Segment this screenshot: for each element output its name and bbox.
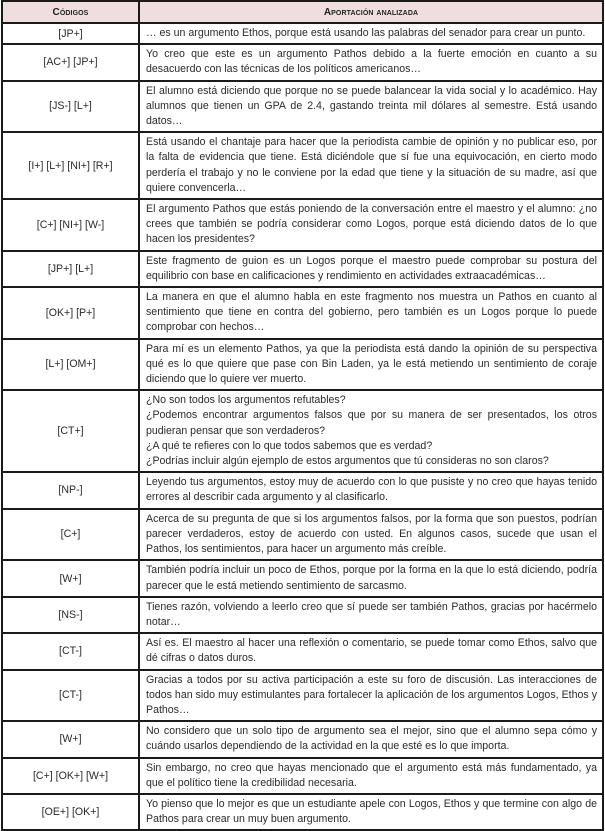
- contribution-text: Yo pienso que lo mejor es que un estudiante apele con Logos, Ethos y que termine con algo de Pathos para crear un muy buen argumento.: [146, 797, 597, 826]
- contribution-text: No considero que un solo tipo de argumento sea el mejor, sino que el alumno sepa cómo y cuándo usarlos dependiendo de la actividad en la que esté es lo que importa.: [146, 725, 597, 753]
- table-row: [2, 472, 603, 508]
- contribution-cell: [139, 794, 603, 830]
- contribution-cell: [139, 199, 603, 251]
- contribution-cell: [139, 472, 603, 508]
- table-row: [2, 251, 603, 287]
- header-contribution: Aportación analizada: [139, 1, 603, 23]
- contribution-text: Leyendo tus argumentos, estoy muy de acuerdo con lo que pusiste y no creo que hayas tenido errores al describir cada argumento y al clasificarlo.: [146, 476, 597, 504]
- contribution-cell: [139, 251, 603, 287]
- code-cell: [CT+]: [2, 390, 139, 472]
- contribution-cell: [139, 44, 603, 80]
- contribution-cell: [139, 287, 603, 339]
- code-cell: [I+] [L+] [NI+] [R+]: [2, 132, 139, 199]
- contribution-cell: [139, 509, 603, 561]
- table-row: [2, 287, 603, 339]
- contribution-text: Gracias a todos por su activa participación a este su foro de discusión. Las interacciones de todos han sido muy estimulantes para fortalecer la aplicación de los argumentos Logos, Ethos y Pathos…: [146, 673, 597, 716]
- code-cell: [JP+]: [2, 23, 139, 44]
- code-cell: [OK+] [P+]: [2, 287, 139, 339]
- code-cell: [L+] [OM+]: [2, 339, 139, 391]
- contribution-cell: [139, 758, 603, 794]
- contribution-text: … es un argumento Ethos, porque está usando las palabras del senador para crear un punto.: [146, 27, 586, 39]
- table-row: [2, 23, 603, 44]
- table-row: [2, 633, 603, 669]
- code-cell: [C+]: [2, 509, 139, 561]
- coded-contributions-table: [1, 0, 604, 831]
- code-cell: [C+] [OK+] [W+]: [2, 758, 139, 794]
- contribution-text: También podría incluir un poco de Ethos, porque por la forma en la que lo está diciendo, podría parecer que le está metiendo sentimiento de sarcasmo.: [146, 564, 597, 592]
- contribution-text: ¿Podemos encontrar argumentos falsos que por su manera de ser presentados, los otros pudieran pensar que son verdaderos?: [146, 409, 597, 437]
- contribution-cell: [139, 132, 603, 199]
- contribution-text: La manera en que el alumno habla en este fragmento nos muestra un Pathos en cuanto al sentimiento que tiene en contra del gobierno, pero también es un Logos porque lo puede comprobar con hechos…: [146, 291, 597, 334]
- contribution-cell: [139, 23, 603, 44]
- contribution-text: Sin embargo, no creo que hayas mencionado que el argumento está más fundamentado, ya que el político tiene la credibilidad necesaria.: [146, 761, 597, 789]
- contribution-cell: [139, 339, 603, 391]
- code-cell: [CT-]: [2, 633, 139, 669]
- code-cell: [W+]: [2, 560, 139, 596]
- table-row: [2, 509, 603, 561]
- code-cell: [NP-]: [2, 472, 139, 508]
- code-cell: [AC+] [JP+]: [2, 44, 139, 80]
- contribution-text: Así es. El maestro al hacer una reflexión o comentario, se puede tomar como Ethos, salvo que dé cifras o datos duros.: [146, 637, 597, 665]
- contribution-text: Acerca de su pregunta de que si los argumentos falsos, por la forma que son puestos, podrían parecer verdaderos, estoy de acuerdo con usted. En algunos casos, sucede que usan el Pathos, los sentimientos, para hacer un argumento más creíble.: [146, 512, 597, 556]
- code-cell: [OE+] [OK+]: [2, 794, 139, 830]
- contribution-text: Tienes razón, volviendo a leerlo creo que sí puede ser también Pathos, gracias por hacérmelo notar…: [146, 600, 597, 628]
- table-row: [2, 339, 603, 391]
- contribution-cell: [139, 560, 603, 596]
- code-cell: [W+]: [2, 721, 139, 757]
- contribution-cell: [139, 390, 603, 472]
- contribution-text: Para mí es un elemento Pathos, ya que la periodista está dando la opinión de su perspectiva qué es lo que quiere que pase con Bin Laden, ya le está metiendo un sentimiento de coraje diciendo que lo quiere ver muerto.: [146, 342, 597, 386]
- code-cell: [C+] [NI+] [W-]: [2, 199, 139, 251]
- table-row: [2, 794, 603, 830]
- code-cell: [NS-]: [2, 597, 139, 633]
- contribution-text: El argumento Pathos que estás poniendo de la conversación entre el maestro y el alumno: ¿no crees que también se podría considerar como Logos, porque está diciendo datos de lo que hacen los presidentes?: [146, 203, 597, 246]
- table-row: [2, 721, 603, 757]
- contribution-cell: [139, 633, 603, 669]
- contribution-cell: [139, 721, 603, 757]
- contribution-text: Está usando el chantaje para hacer que la periodista cambie de opinión y no publicar eso, por la falta de evidencia que tiene. Está diciéndole que sí fue una equivocación, en cierto modo perdería el trabajo y no le conviene por la edad que tiene y la situación de su madre, así que quiere convencerla…: [146, 136, 597, 194]
- contribution-text: ¿Podrías incluir algún ejemplo de estos argumentos que tú consideras no son claros?: [146, 455, 549, 468]
- table-row: [2, 199, 603, 251]
- contribution-text: ¿No son todos los argumentos refutables?: [146, 394, 346, 407]
- contribution-text: ¿A qué te refieres con lo que todos sabemos que es verdad?: [146, 439, 433, 452]
- table-row: [2, 758, 603, 794]
- code-cell: [JP+] [L+]: [2, 251, 139, 287]
- table-row: [2, 390, 603, 472]
- contribution-text: Yo creo que este es un argumento Pathos debido a la fuerte emoción en cuanto a su desacuerdo con las técnicas de los políticos americanos…: [146, 48, 597, 76]
- table-body: [2, 23, 603, 830]
- table-row: [2, 597, 603, 633]
- table-row: [2, 44, 603, 80]
- code-cell: [JS-] [L+]: [2, 81, 139, 133]
- contribution-text: Este fragmento de guion es un Logos porque el maestro puede comprobar su postura del equilibrio con base en calificaciones y rendimiento en actividades extraacadémicas…: [146, 254, 597, 282]
- table-row: [2, 560, 603, 596]
- contribution-cell: [139, 81, 603, 133]
- header-codes: Códigos: [2, 1, 139, 23]
- contribution-cell: [139, 597, 603, 633]
- header-row: [2, 1, 603, 23]
- contribution-text: El alumno está diciendo que porque no se puede balancear la vida social y lo académico. Hay alumnos que tienen un GPA de 2.4, gastando treinta mil dólares al semestre. Está usando datos…: [146, 84, 597, 128]
- code-cell: [CT-]: [2, 670, 139, 722]
- table-row: [2, 132, 603, 199]
- contribution-cell: [139, 670, 603, 722]
- table-row: [2, 81, 603, 133]
- table-row: [2, 670, 603, 722]
